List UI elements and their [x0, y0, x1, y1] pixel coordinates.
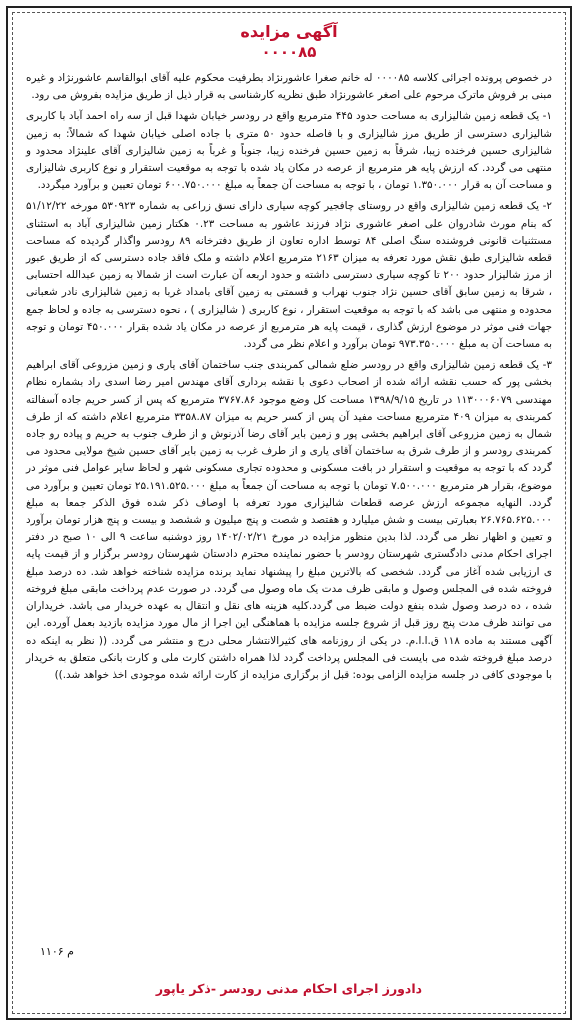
notice-number: ۰۰۰۰۸۵ — [261, 43, 317, 61]
paragraph-item-3: ۳- یک قطعه زمین شالیزاری واقع در رودسر ضلع شمالی کمربندی جنب ساختمان آقای یاری و زمین مزروعی آقای ابراهیم بخشی پور که حسب نقشه ارائه شده از اصحاب دعوی با نقشه برداری آقای مهندس امیر رضا اسدی راد بشماره نظام مهندسی ۱۱۳۰۰۰۶۰۷۹ در تاریخ ۱۳۹۸/۹/۱۵ مساحت کل وضع موجود ۳۷۶۷.۸۶ مترمربع که پس از کسر حریم جاده آسفالته کمربندی به میزان ۴۰۹ مترمربع مساحت مفید آن پس از کسر حریم به میزان ۳۳۵۸.۸۷ مترمربع اعلام داشته که از طرف شمال به زمین مزروعی آقای ابراهیم بخشی پور و زمین بایر آقای رضا آذرنوش و از طرف جنوب به حریم و پیاده رو جاده کمربندی رودسر و از طرف شرق به ساختمان آقای یاری و از طرف غرب به زمین بایر آقای حسین شیخ مولایی محدود می گردد که با توجه به موقعیت و استقرار در بافت مسکونی و محدوده تجاری مسکونی شهر و لحاظ سایر عوامل فنی موثر در موضوع، بقرار هر مترمربع ۷.۵۰۰.۰۰۰ تومان با توجه به مساحت آن جمعاً به مبلغ ۲۵.۱۹۱.۵۲۵.۰۰۰ تومان تعیین و برآورد می گردد. النهایه مجموعه ارزش عرصه قطعات شالیزاری مورد تعرفه با اوصاف ذکر شده فوق الذکر جمعا به مبلغ ۲۶.۷۶۵.۶۲۵.۰۰۰ بعبارتی بیست و شش میلیارد و هفتصد و شصت و پنج میلیون و ششصد و بیست و پنج هزار تومان برآورد و تعیین و اظهار نظر می گردد. لذا بدین منظور مزایده در مورخ ۱۴۰۲/۰۲/۲۱ روز دوشنبه ساعت ۹ الی ۱۰ صبح در دفتر اجرای احکام مدنی دادگستری شهرستان رودسر با حضور نماینده محترم دادستان شهرستان رودسر برگزار و از قیمت پایه ی ارزیابی شده آغاز می گردد. شخصی که بالاترین مبلغ را پیشنهاد نماید برنده مزایده شناخته خواهد شد. ده درصد مبلغ فروخته شده فی المجلس وصول و مابقی ظرف مدت یک ماه وصول می گردد. در صورت عدم پرداخت مابقی مبلغ فروخته شده ، ده درصد وصول شده بنفع دولت ضبط می گردد.کلیه هزینه های نقل و انتقال به عهده خریدار می باشد. خریداران می توانند ظرف مدت پنج روز قبل از شروع جلسه مزایده با هماهنگی این اجرا از مال مورد مزایده بازدید بعمل آورده. این آگهی مستند به ماده ۱۱۸ ق.ا.ا.م. در یکی از روزنامه های کثیرالانتشار محلی درج و منتشر می گردد. (( نظر به اینکه ده درصد مبلغ فروخته شده می بایست فی المجلس پرداخت گردد لذا همراه داشتن کارت ملی و کارت بانکی متعلق به خریدار با موجودی کافی در جلسه مزایده الزامی بوده: قبل از برگزاری مزایده از کارت ارائه شده موجودی اخذ خواهد شد.)) — [26, 359, 553, 681]
paragraph-item-2: ۲- یک قطعه زمین شالیزاری واقع در روستای چافجیر کوچه سیاری دارای نسق زراعی به شماره ۵۳۰۹۲۳ مورخه ۵۱/۱۲/۲۲ که بنام مورث شادروان علی اصغر عاشوری نژاد فرزند عاشور به مساحت ۰.۲۳ هکتار زمین شالیزاری آباد به استثنای مستثنیات قانونی فروشنده سنگ اصلی ۸۴ توسط اداره تعاون از طریق دفترخانه ۸۹ رودسر واگذار گردیده که مساحت قطعه شالیزاری طبق نقش مورد تعرفه به میزان ۲۱۶۳ مترمربع اعلام داشته و ملک فاقد جاده دسترسی که از طریق عبور از مرز شالیزار حدود ۲۰۰ تا کوچه سیاری دسترسی داشته و حدود اربعه آن عبارت است از شمالا به زمین عبدالله احتسابی ، شرقا به زمین سابق آقای حسین نژاد جنوب نهراب و قسمتی به زمین آقای بامداد غربا به زمین شالیزاری نادر شعبانی محدوده و منتهی می باشد که با توجه به موقعیت استقرار ، نوع کاربری ( شالیزاری ) ، نحوه دسترسی به جاده و لحاظ جمع جهات فنی موثر در موضوع ارزش گذاری ، قیمت پایه هر مترمربع از عرصه در مکان یاد شده بقرار ۴۵۰.۰۰۰ تومان و توجه به مساحت آن به مبلغ ۹۷۳.۳۵۰.۰۰۰ تومان برآورد و اعلام نظر می گردد. — [26, 200, 553, 351]
paragraph-item-1: ۱- یک قطعه زمین شالیزاری به مساحت حدود ۴۴۵ مترمربع واقع در رودسر خیابان شهدا قبل از سه راه احمد آباد با کاربری شالیزاری دسترسی از طریق مرز شالیزاری و با فاصله حدود ۵۰ متری با جاده اصلی خیابان شهدا که شمالاً: به زمین شالیزاری حسین فرخنده زیبا، شرقاً به زمین حسین فرخنده زیبا، جنوباً و غرباً به زمین شالیزاری آقای علینژاد محدود و منتهی می گردد. که ارزش پایه هر مترمربع از عرصه در مکان یاد شده با توجه به موقعیت استقرار و نوع کاربری شالیزاری و مساحت آن به قرار ۱.۳۵۰.۰۰۰ تومان ، با توجه به مساحت آن جمعاً به مبلغ ۶۰۰.۷۵۰.۰۰۰ تومان تعیین و برآورد میگردد. — [26, 110, 552, 192]
notice-frame — [6, 6, 572, 1020]
notice-code: م ۱۱۰۶ — [40, 945, 74, 958]
notice-header — [8, 22, 570, 62]
notice-signature: دادورز اجرای احکام مدنی رودسر -ذکر یاپور — [155, 981, 423, 996]
notice-body — [26, 70, 552, 688]
paragraph-intro: در خصوص پرونده اجرائی کلاسه ۰۰۰۰۸۵ له خانم صغرا عاشورنژاد بطرفیت محکوم علیه آقای ابوالقاسم عاشورنژاد و غیره مبنی بر فروش ماترک مرحوم علی اصغر عاشورنژاد طبق نظریه کارشناسی به قرار ذیل از طریق مزایده بفروش می رود. — [26, 72, 552, 102]
notice-title: آگهی مزایده — [240, 22, 338, 41]
